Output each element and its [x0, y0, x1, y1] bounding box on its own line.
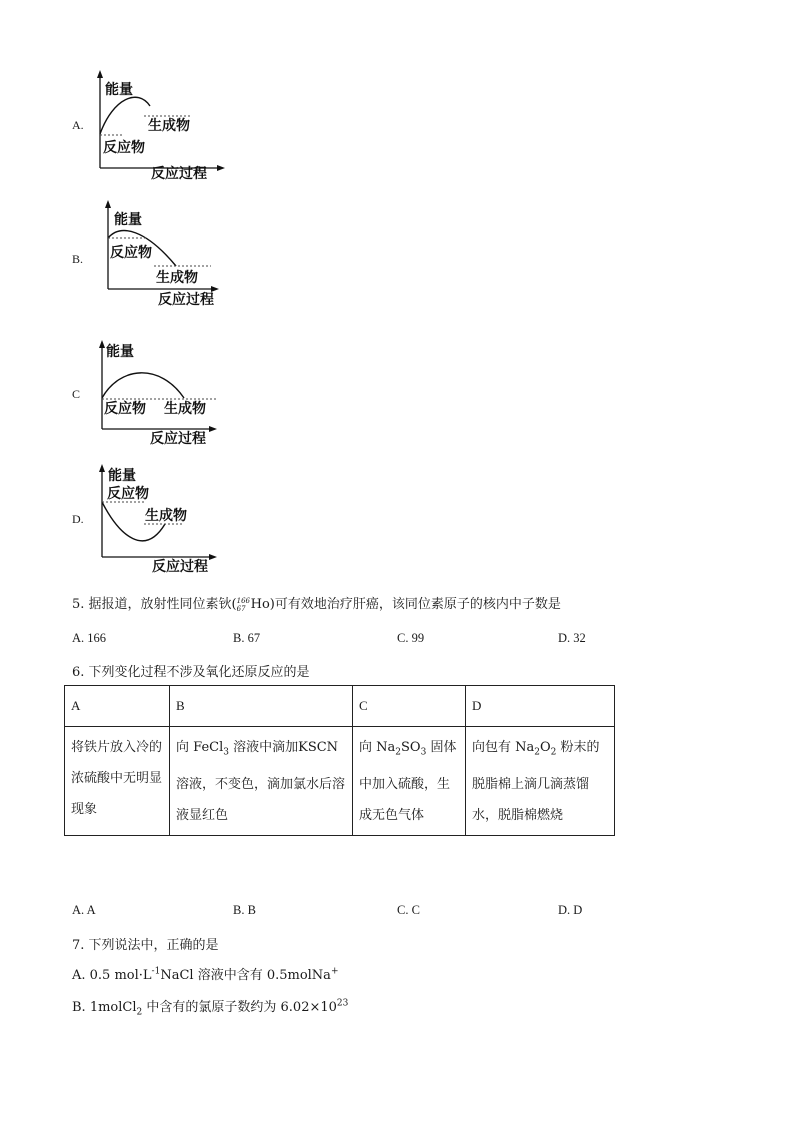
product-label: 生成物 [145, 508, 187, 524]
question-6-table [64, 685, 615, 836]
cell-b: 向 FeCl$_3$ 溶液中滴加KSCN 溶液，不变色，滴加氯水后溶液显红色 [170, 727, 353, 836]
energy-label: 能量 [114, 212, 142, 228]
option-a-label: A. [72, 118, 84, 132]
process-label: 反应过程 [151, 166, 207, 182]
cell-a: 将铁片放入冷的浓硫酸中无明显现象 [65, 727, 170, 836]
product-label: 生成物 [156, 270, 198, 286]
header-a: A [65, 686, 170, 727]
q6-answer-b: B. B [233, 903, 256, 917]
energy-diagram-a [88, 68, 228, 190]
product-label: 生成物 [164, 401, 206, 417]
q5-answer-b: B. 67 [233, 631, 261, 645]
process-label: 反应过程 [152, 559, 208, 575]
question-7-stem: 7. 下列说法中，正确的是 [72, 938, 219, 953]
question-5-stem: 5. 据报道，放射性同位素钬( 166 67 Ho)可有效地治疗肝癌，该同位素原子的核内中子数是 [72, 596, 561, 613]
header-d: D [466, 686, 615, 727]
q5-answer-d: D. 32 [558, 631, 586, 645]
energy-diagram-c [90, 338, 225, 454]
cell-c: 向 $Na_2SO_3$ 固体中加入硫酸，生成无色气体 [353, 727, 466, 836]
option-d-label: D. [72, 512, 84, 526]
isotope-notation: 166 67 [236, 596, 250, 613]
q7-option-b: B. 1molCl$_2$ 中含有的氯原子数约为 $6.02\times 10^{23}$ [72, 998, 349, 1018]
q6-answer-d: D. D [558, 903, 583, 917]
q7-option-a: A. 0.5 $mol\cdot L^{-1}NaCl$ 溶液中含有 0.5molNa+ [72, 966, 339, 983]
header-b: B [170, 686, 353, 727]
energy-label: 能量 [105, 82, 133, 98]
q5-answer-c: C. 99 [397, 631, 425, 645]
reactant-label: 反应物 [110, 245, 152, 261]
product-label: 生成物 [148, 118, 190, 134]
energy-diagram-d [90, 462, 225, 581]
energy-diagram-b [96, 198, 226, 314]
reactant-label: 反应物 [107, 486, 149, 502]
q5-answer-a: A. 166 [72, 631, 107, 645]
option-c-label: C [72, 387, 81, 401]
header-c: C [353, 686, 466, 727]
process-label: 反应过程 [150, 431, 206, 447]
energy-label: 能量 [106, 344, 134, 360]
process-label: 反应过程 [158, 292, 214, 308]
reactant-label: 反应物 [104, 401, 146, 417]
reactant-label: 反应物 [103, 140, 145, 156]
question-6-stem: 6. 下列变化过程不涉及氧化还原反应的是 [72, 665, 310, 680]
option-b-label: B. [72, 252, 84, 266]
q6-answer-c: C. C [397, 903, 420, 917]
energy-label: 能量 [108, 468, 136, 484]
cell-d: 向包有 $Na_2O_2$ 粉末的脱脂棉上滴几滴蒸馏水，脱脂棉燃烧 [466, 727, 615, 836]
q6-answer-a: A. A [72, 903, 96, 917]
